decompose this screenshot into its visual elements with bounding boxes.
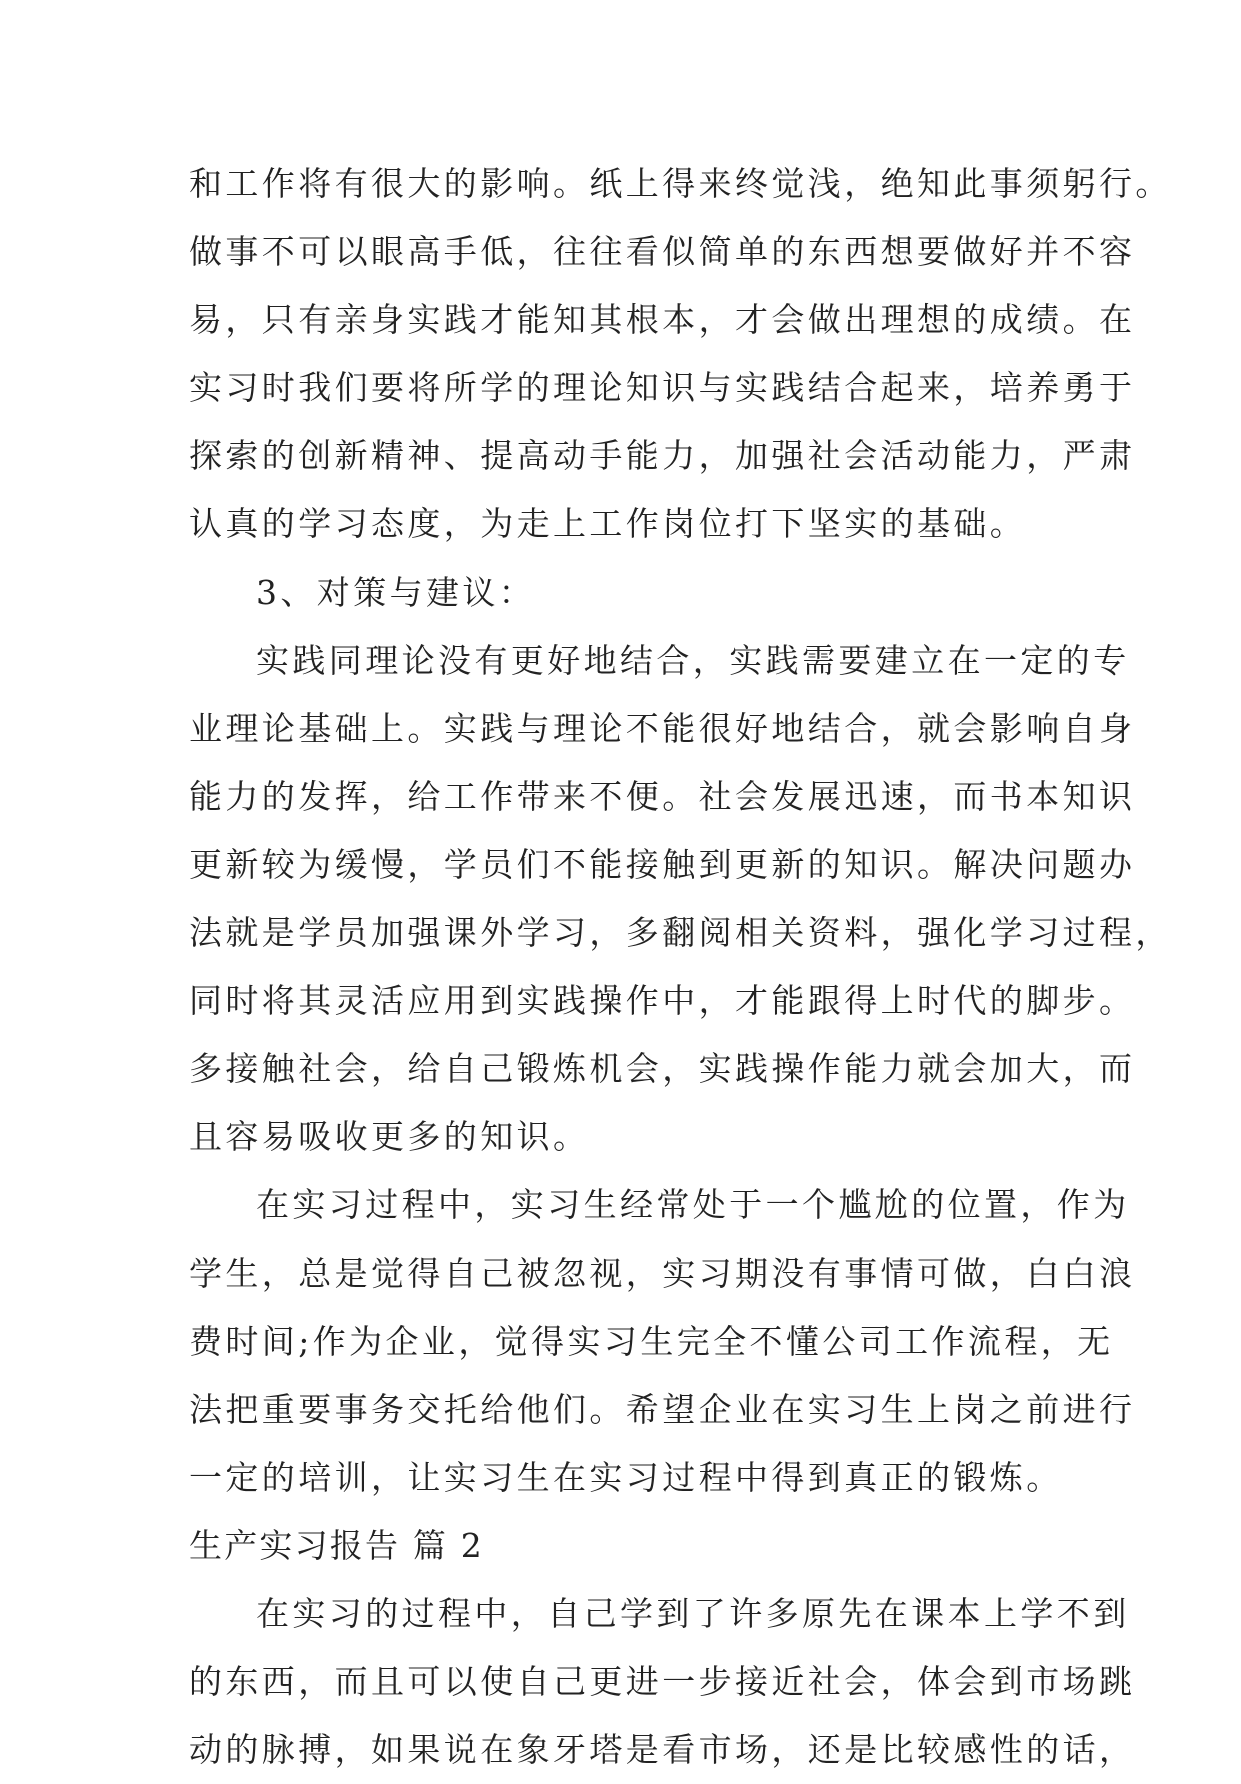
text-line: 一定的培训，让实习生在实习过程中得到真正的锻炼。 xyxy=(189,1457,1063,1497)
text-line: 和工作将有很大的影响。纸上得来终觉浅，绝知此事须躬行。 xyxy=(189,164,1172,203)
text-line: 易，只有亲身实践才能知其根本，才会做出理想的成绩。在 xyxy=(189,300,1136,340)
text-line: 实习时我们要将所学的理论知识与实践结合起来，培养勇于 xyxy=(189,368,1136,408)
text-line: 实践同理论没有更好地结合，实践需要建立在一定的专 xyxy=(256,640,1130,680)
text-line: 的东西，而且可以使自己更进一步接近社会，体会到市场跳 xyxy=(189,1662,1136,1702)
text-line: 业理论基础上。实践与理论不能很好地结合，就会影响自身 xyxy=(189,708,1136,748)
text-line: 做事不可以眼高手低，往往看似简单的东西想要做好并不容 xyxy=(189,232,1136,272)
text-line: 费时间;作为企业，觉得实习生完全不懂公司工作流程，无 xyxy=(189,1321,1114,1361)
text-line: 更新较为缓慢，学员们不能接触到更新的知识。解决问题办 xyxy=(189,844,1136,884)
text-line: 认真的学习态度，为走上工作岗位打下坚实的基础。 xyxy=(189,504,1027,544)
section-heading: 3、对策与建议： xyxy=(256,572,536,612)
text-line: 学生，总是觉得自己被忽视，实习期没有事情可做，白白浪 xyxy=(189,1253,1136,1293)
text-line: 在实习的过程中，自己学到了许多原先在课本上学不到 xyxy=(256,1593,1130,1633)
text-line: 多接触社会，给自己锻炼机会，实践操作能力就会加大，而 xyxy=(189,1049,1136,1089)
text-line: 法就是学员加强课外学习，多翻阅相关资料，强化学习过程， xyxy=(189,913,1172,953)
text-line: 能力的发挥，给工作带来不便。社会发展迅速，而书本知识 xyxy=(189,776,1136,816)
text-line: 法把重要事务交托给他们。希望企业在实习生上岗之前进行 xyxy=(189,1389,1136,1429)
text-line: 动的脉搏，如果说在象牙塔是看市场，还是比较感性的话， xyxy=(189,1730,1136,1770)
text-line: 在实习过程中，实习生经常处于一个尴尬的位置，作为 xyxy=(256,1185,1130,1225)
text-line: 且容易吸收更多的知识。 xyxy=(189,1117,590,1157)
text-line: 探索的创新精神、提高动手能力，加强社会活动能力，严肃 xyxy=(189,436,1136,476)
report-title: 生产实习报告 篇 2 xyxy=(189,1525,484,1565)
text-line: 同时将其灵活应用到实践操作中，才能跟得上时代的脚步。 xyxy=(189,981,1136,1021)
document-body xyxy=(189,150,1172,1784)
